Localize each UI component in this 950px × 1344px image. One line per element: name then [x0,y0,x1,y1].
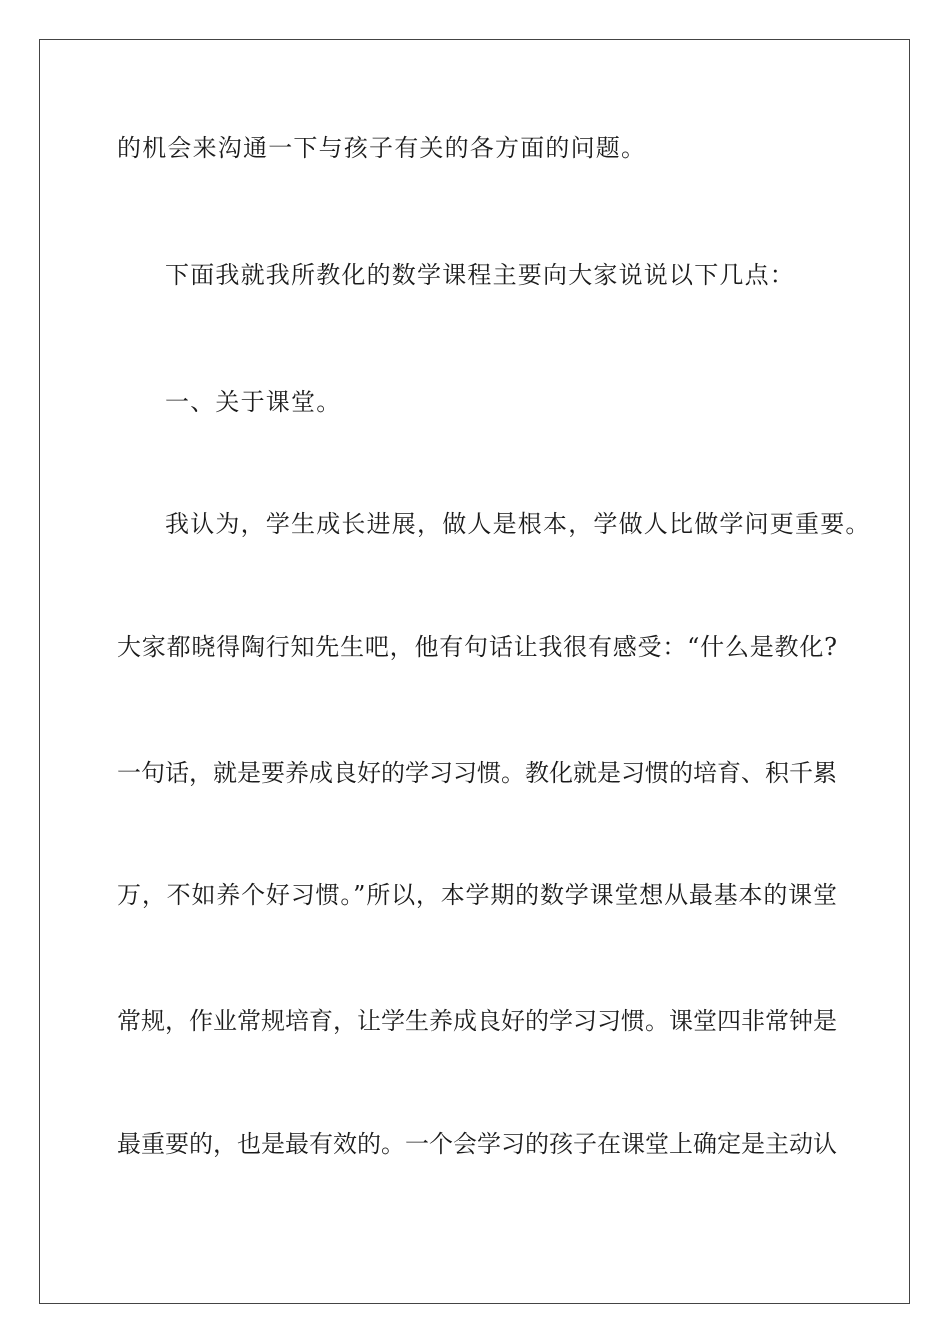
paragraph-line: 常规，作业常规培育，让学生养成良好的学习习惯。课堂四非常钟是 [117,1007,837,1035]
paragraph-line: 的机会来沟通一下与孩子有关的各方面的问题。 [117,134,647,162]
page-border [39,39,910,1304]
paragraph-line: 最重要的，也是最有效的。一个会学习的孩子在课堂上确定是主动认 [117,1130,837,1158]
paragraph-line: 万，不如养个好习惯。”所以，本学期的数学课堂想从最基本的课堂 [117,881,837,909]
paragraph-line: 一句话，就是要养成良好的学习习惯。教化就是习惯的培育、积千累 [117,759,837,787]
section-heading: 一、关于课堂。 [165,388,342,416]
paragraph-line: 大家都晓得陶行知先生吧，他有句话让我很有感受：“什么是教化? [117,633,837,661]
paragraph-line: 下面我就我所教化的数学课程主要向大家说说以下几点： [165,261,795,289]
paragraph-line: 我认为，学生成长进展，做人是根本，学做人比做学问更重要。 [165,510,871,538]
